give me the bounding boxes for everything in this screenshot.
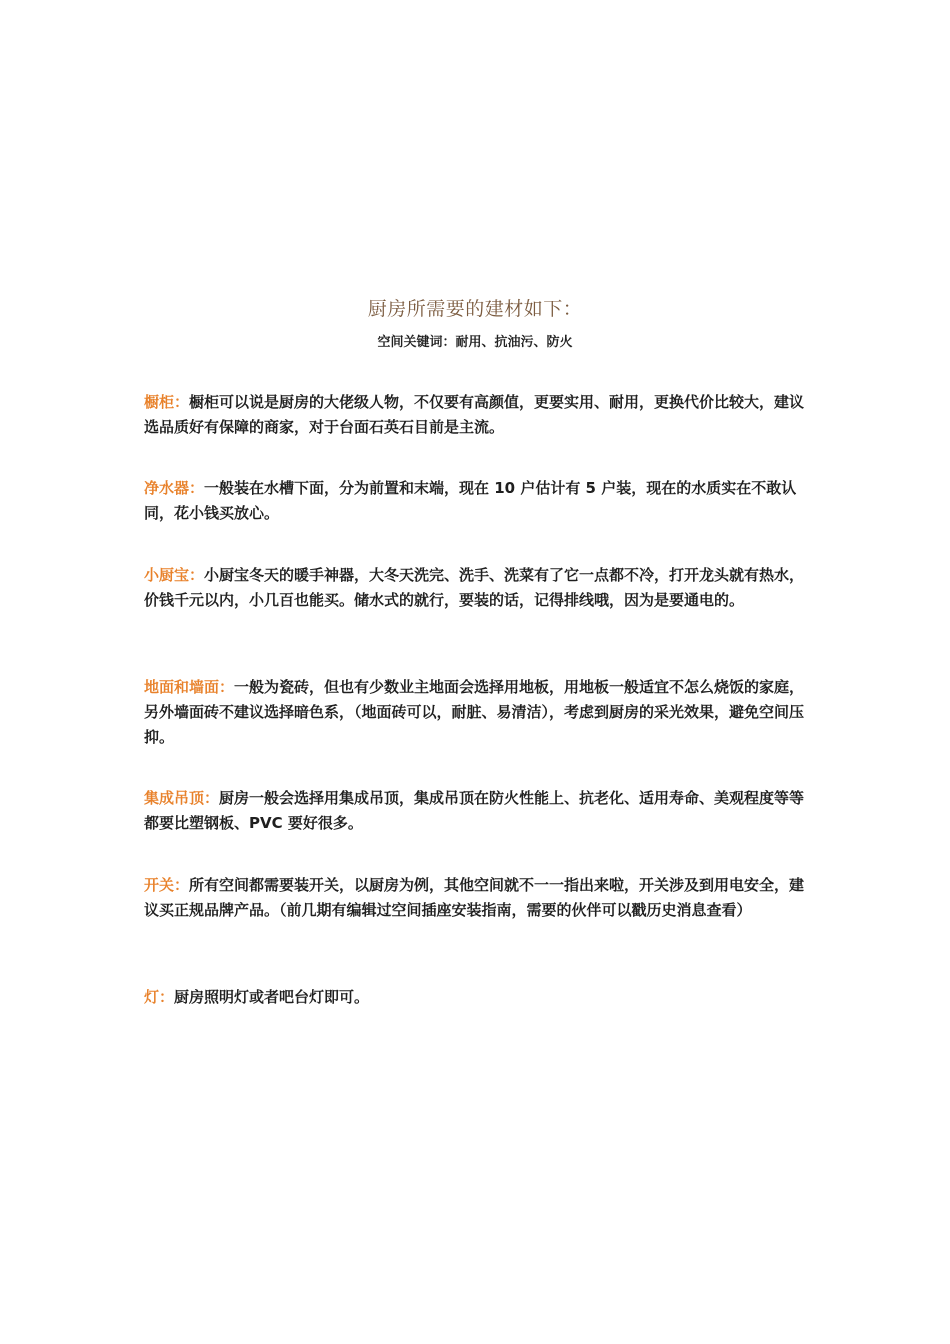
section-label: 集成吊顶： <box>144 789 220 807</box>
section-text: 厨房照明灯或者吧台灯即可。 <box>174 988 370 1006</box>
section-water-purifier <box>144 476 806 526</box>
section-label: 开关： <box>144 876 190 894</box>
section-label: 小厨宝： <box>144 566 205 584</box>
section-text: 一般为瓷砖，但也有少数业主地面会选择用地板，用地板一般适宜不怎么烧饭的家庭，另外墙面砖不建议选择暗色系，（地面砖可以，耐脏、易清洁），考虑到厨房的采光效果，避免空间压抑。 <box>144 678 805 746</box>
section-text: 橱柜可以说是厨房的大佬级人物，不仅要有高颜值，更要实用、耐用，更换代价比较大，建议选品质好有保障的商家，对于台面石英石目前是主流。 <box>144 393 805 436</box>
section-ceiling <box>144 786 806 836</box>
section-text: 厨房一般会选择用集成吊顶，集成吊顶在防火性能上、抗老化、适用寿命、美观程度等等都要比塑钢板、PVC 要好很多。 <box>144 789 805 832</box>
section-text: 一般装在水槽下面，分为前置和末端，现在 10 户估计有 5 户装，现在的水质实在不敢认同，花小钱买放心。 <box>144 479 797 522</box>
section-text: 所有空间都需要装开关，以厨房为例，其他空间就不一一指出来啦，开关涉及到用电安全，建议买正规品牌产品。（前几期有编辑过空间插座安装指南，需要的伙伴可以戳历史消息查看） <box>144 876 805 919</box>
section-label: 净水器： <box>144 479 205 497</box>
section-text: 小厨宝冬天的暖手神器，大冬天洗完、洗手、洗菜有了它一点都不冷，打开龙头就有热水，价钱千元以内，小几百也能买。储水式的就行，要装的话，记得排线哦，因为是要通电的。 <box>144 566 805 609</box>
section-label: 灯： <box>144 988 175 1006</box>
section-label: 橱柜： <box>144 393 190 411</box>
document-title: 厨房所需要的建材如下： <box>367 298 583 320</box>
section-cabinet <box>144 390 806 440</box>
section-lighting <box>144 985 806 1010</box>
section-floor-and-wall <box>144 675 806 750</box>
document-subtitle: 空间关键词：耐用、抗油污、防火 <box>377 335 573 350</box>
section-label: 地面和墙面： <box>144 678 235 696</box>
section-switch <box>144 873 806 923</box>
section-water-heater <box>144 563 806 613</box>
